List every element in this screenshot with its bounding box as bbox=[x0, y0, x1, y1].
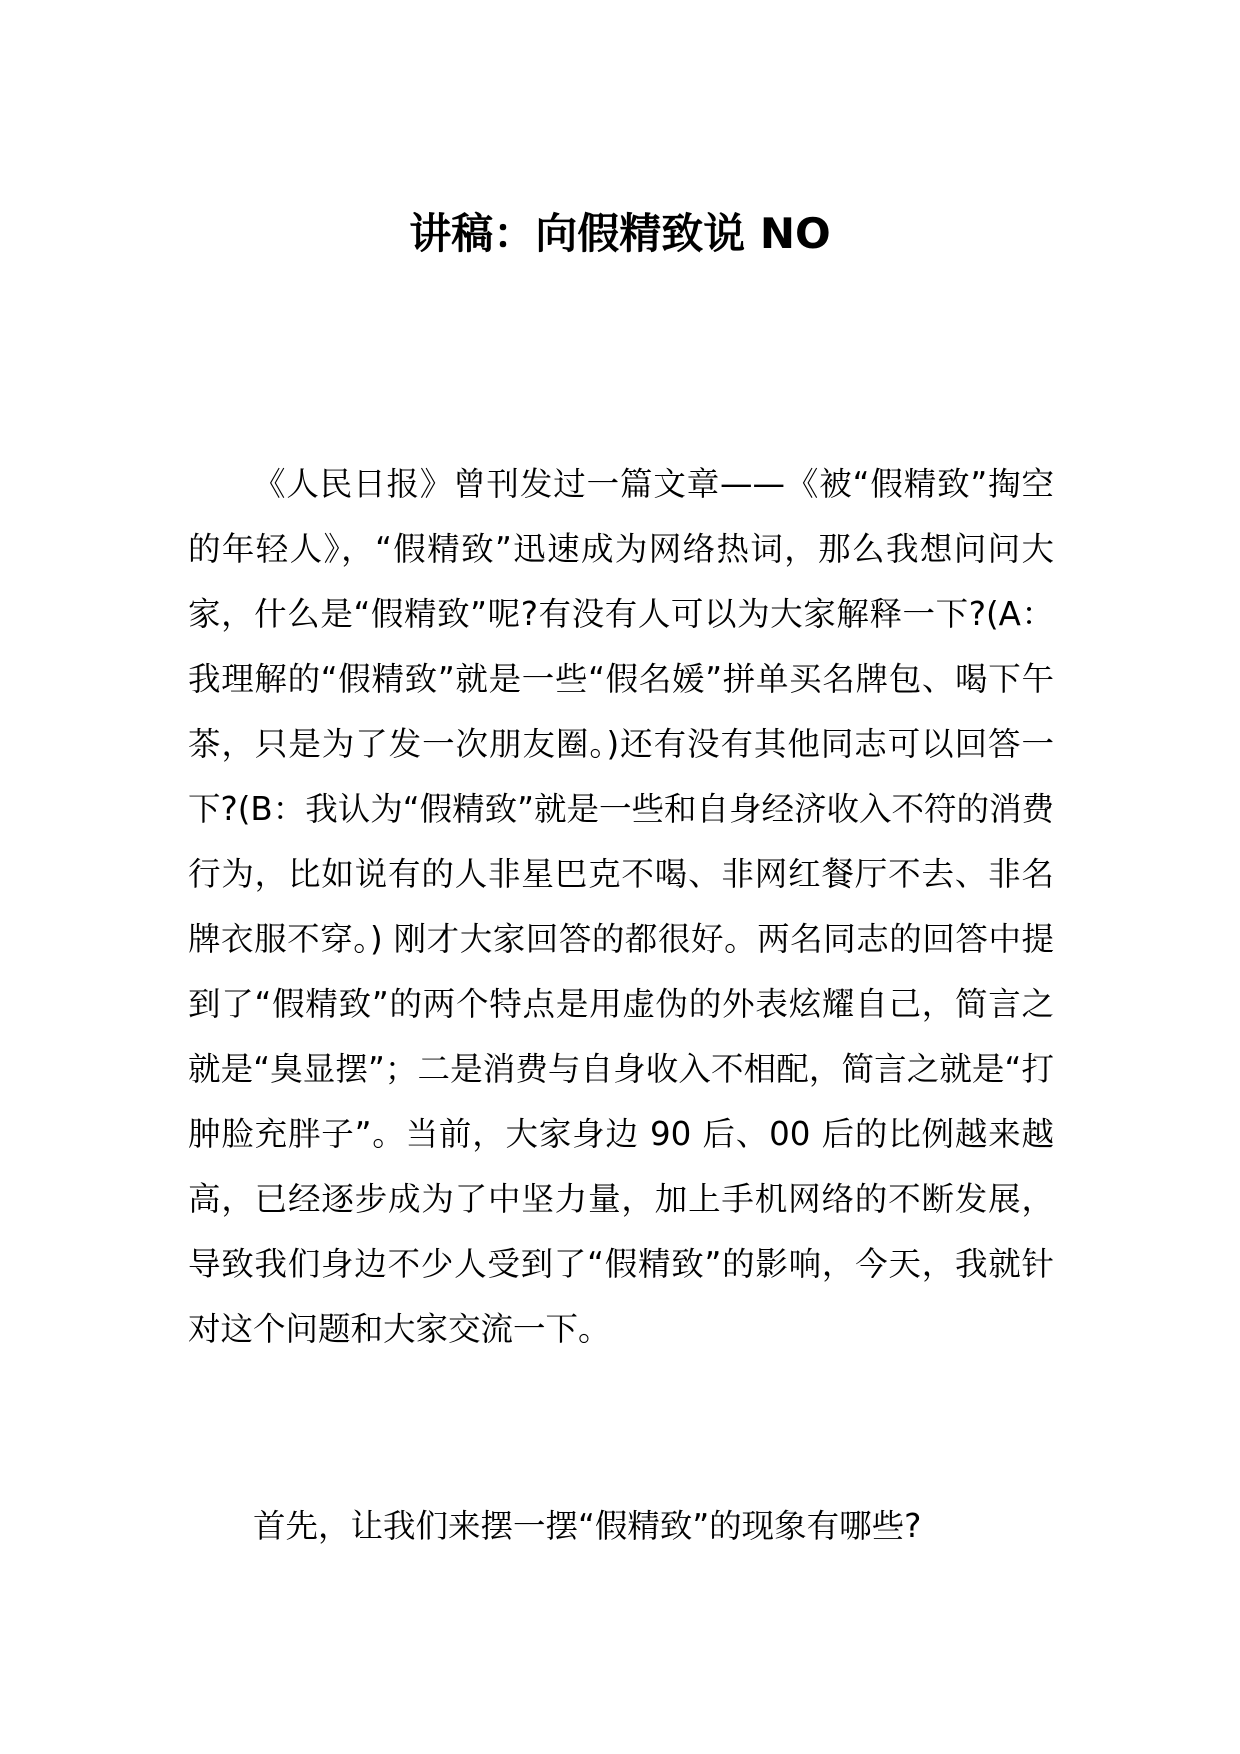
body-paragraph-first-point: 首先，让我们来摆一摆“假精致”的现象有哪些? bbox=[253, 1507, 922, 1545]
document-title: 讲稿：向假精致说 NO bbox=[409, 209, 831, 258]
body-paragraph-intro: 《人民日报》曾刊发过一篇文章——《被“假精致”掏空的年轻人》，“假精致”迅速成为网络热词，那么我想问问大家，什么是“假精致”呢?有没有人可以为大家解释一下?(A：我理解的“假精致”就是一些“假名媛”拼单买名牌包、喝下午茶，只是为了发一次朋友圈。)还有没有其他同志可以回答一下?(B：我认为“假精致”就是一些和自身经济收入不符的消费行为，比如说有的人非星巴克不喝、非网红餐厅不去、非名牌衣服不穿。) 刚才大家回答的都很好。两名同志的回答中提到了“假精致”的两个特点是用虚伪的外表炫耀自己，简言之就是“臭显摆”；二是消费与自身收入不相配，简言之就是“打肿脸充胖子”。当前，大家身边 90 后、00 后的比例越来越高，已经逐步成为了中坚力量，加上手机网络的不断发展，导致我们身边不少人受到了“假精致”的影响，今天，我就针对这个问题和大家交流一下。 bbox=[188, 465, 1054, 1348]
